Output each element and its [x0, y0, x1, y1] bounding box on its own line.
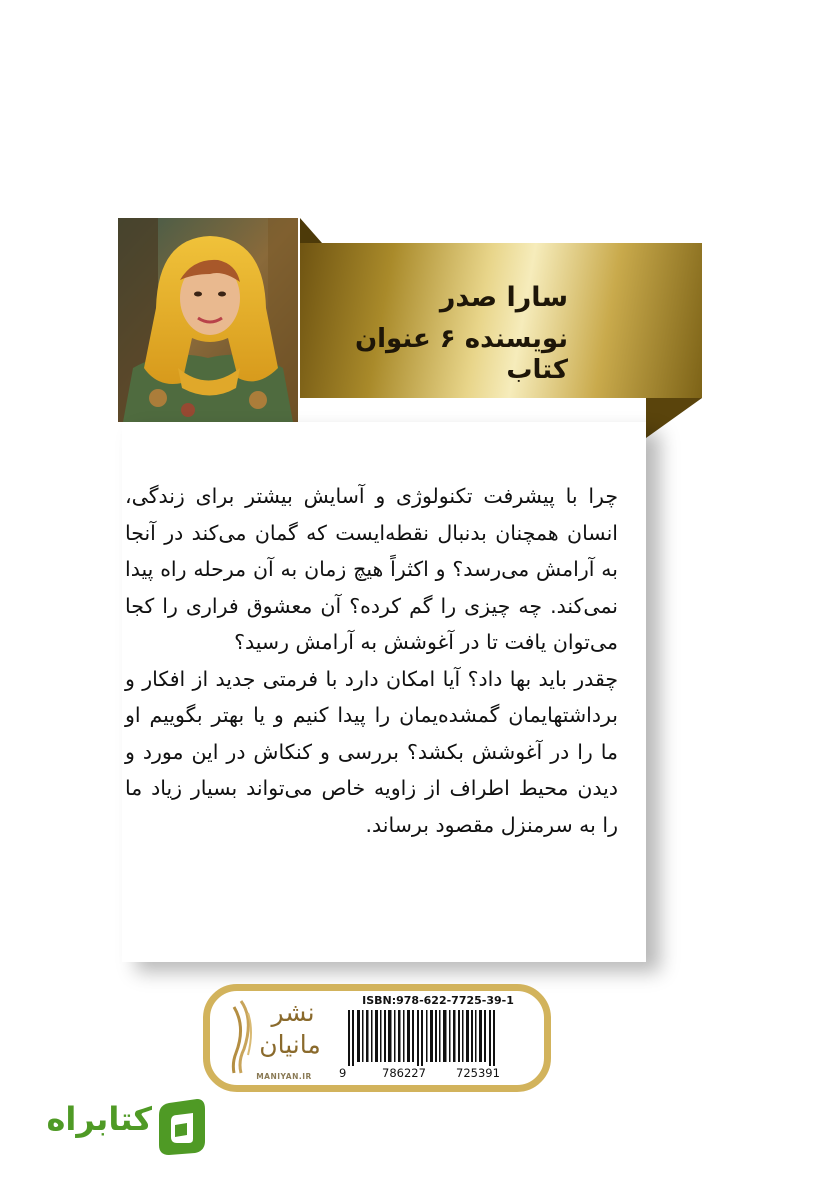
ketabrah-logo-icon	[153, 1095, 209, 1157]
barcode	[338, 1010, 506, 1066]
author-photo	[118, 218, 298, 422]
author-photo-illustration	[118, 218, 298, 422]
barcode-digit-first: 9	[339, 1066, 347, 1080]
barcode-digits-right: 725391	[456, 1066, 500, 1080]
isbn-label: ISBN:978-622-7725-39-1	[362, 994, 514, 1007]
author-works-count: نویسنده ۶ عنوان کتاب	[354, 324, 568, 386]
blurb-paragraph-2: چقدر باید بها داد؟ آیا امکان دارد با فرمتی جدید از افکار و برداشتهایمان گمشده‌یمان را پیدا کنیم و یا بهتر بگوییم او ما را در آغوشش بکشد؟ بررسی و کنکاش در این مورد و دیدن محیط اطراف از زاویه خاص می‌تواند بسیار زیاد ما را به سرمنزل مقصود برساند.	[125, 666, 618, 837]
publisher-website: MANIYAN.IR	[256, 1072, 312, 1081]
barcode-bars	[348, 1010, 495, 1066]
ribbon-fold-bottom	[646, 398, 702, 438]
blurb-text	[125, 478, 618, 843]
watermark-brand: کتابراه	[46, 1100, 152, 1138]
author-name: سارا صدر	[439, 282, 568, 313]
blurb-paragraph-1: چرا با پیشرفت تکنولوژی و آسایش بیشتر برای زندگی، انسان همچنان بدنبال نقطه‌ایست که گمان می‌کند در آنجا به آرامش می‌رسد؟ و اکثراً هیچ زمان به آن مرحله راه پیدا نمی‌کند. چه چیزی را گم کرده؟ آن معشوق فراری را کجا می‌توان یافت تا در آغوشش به آرامش رسید؟	[125, 484, 618, 654]
publisher-name-line2: مانیان	[259, 1030, 321, 1059]
barcode-digits-left: 786227	[382, 1066, 426, 1080]
ribbon-fold-top	[300, 218, 322, 243]
publisher-name-line1: نشر	[271, 998, 315, 1027]
